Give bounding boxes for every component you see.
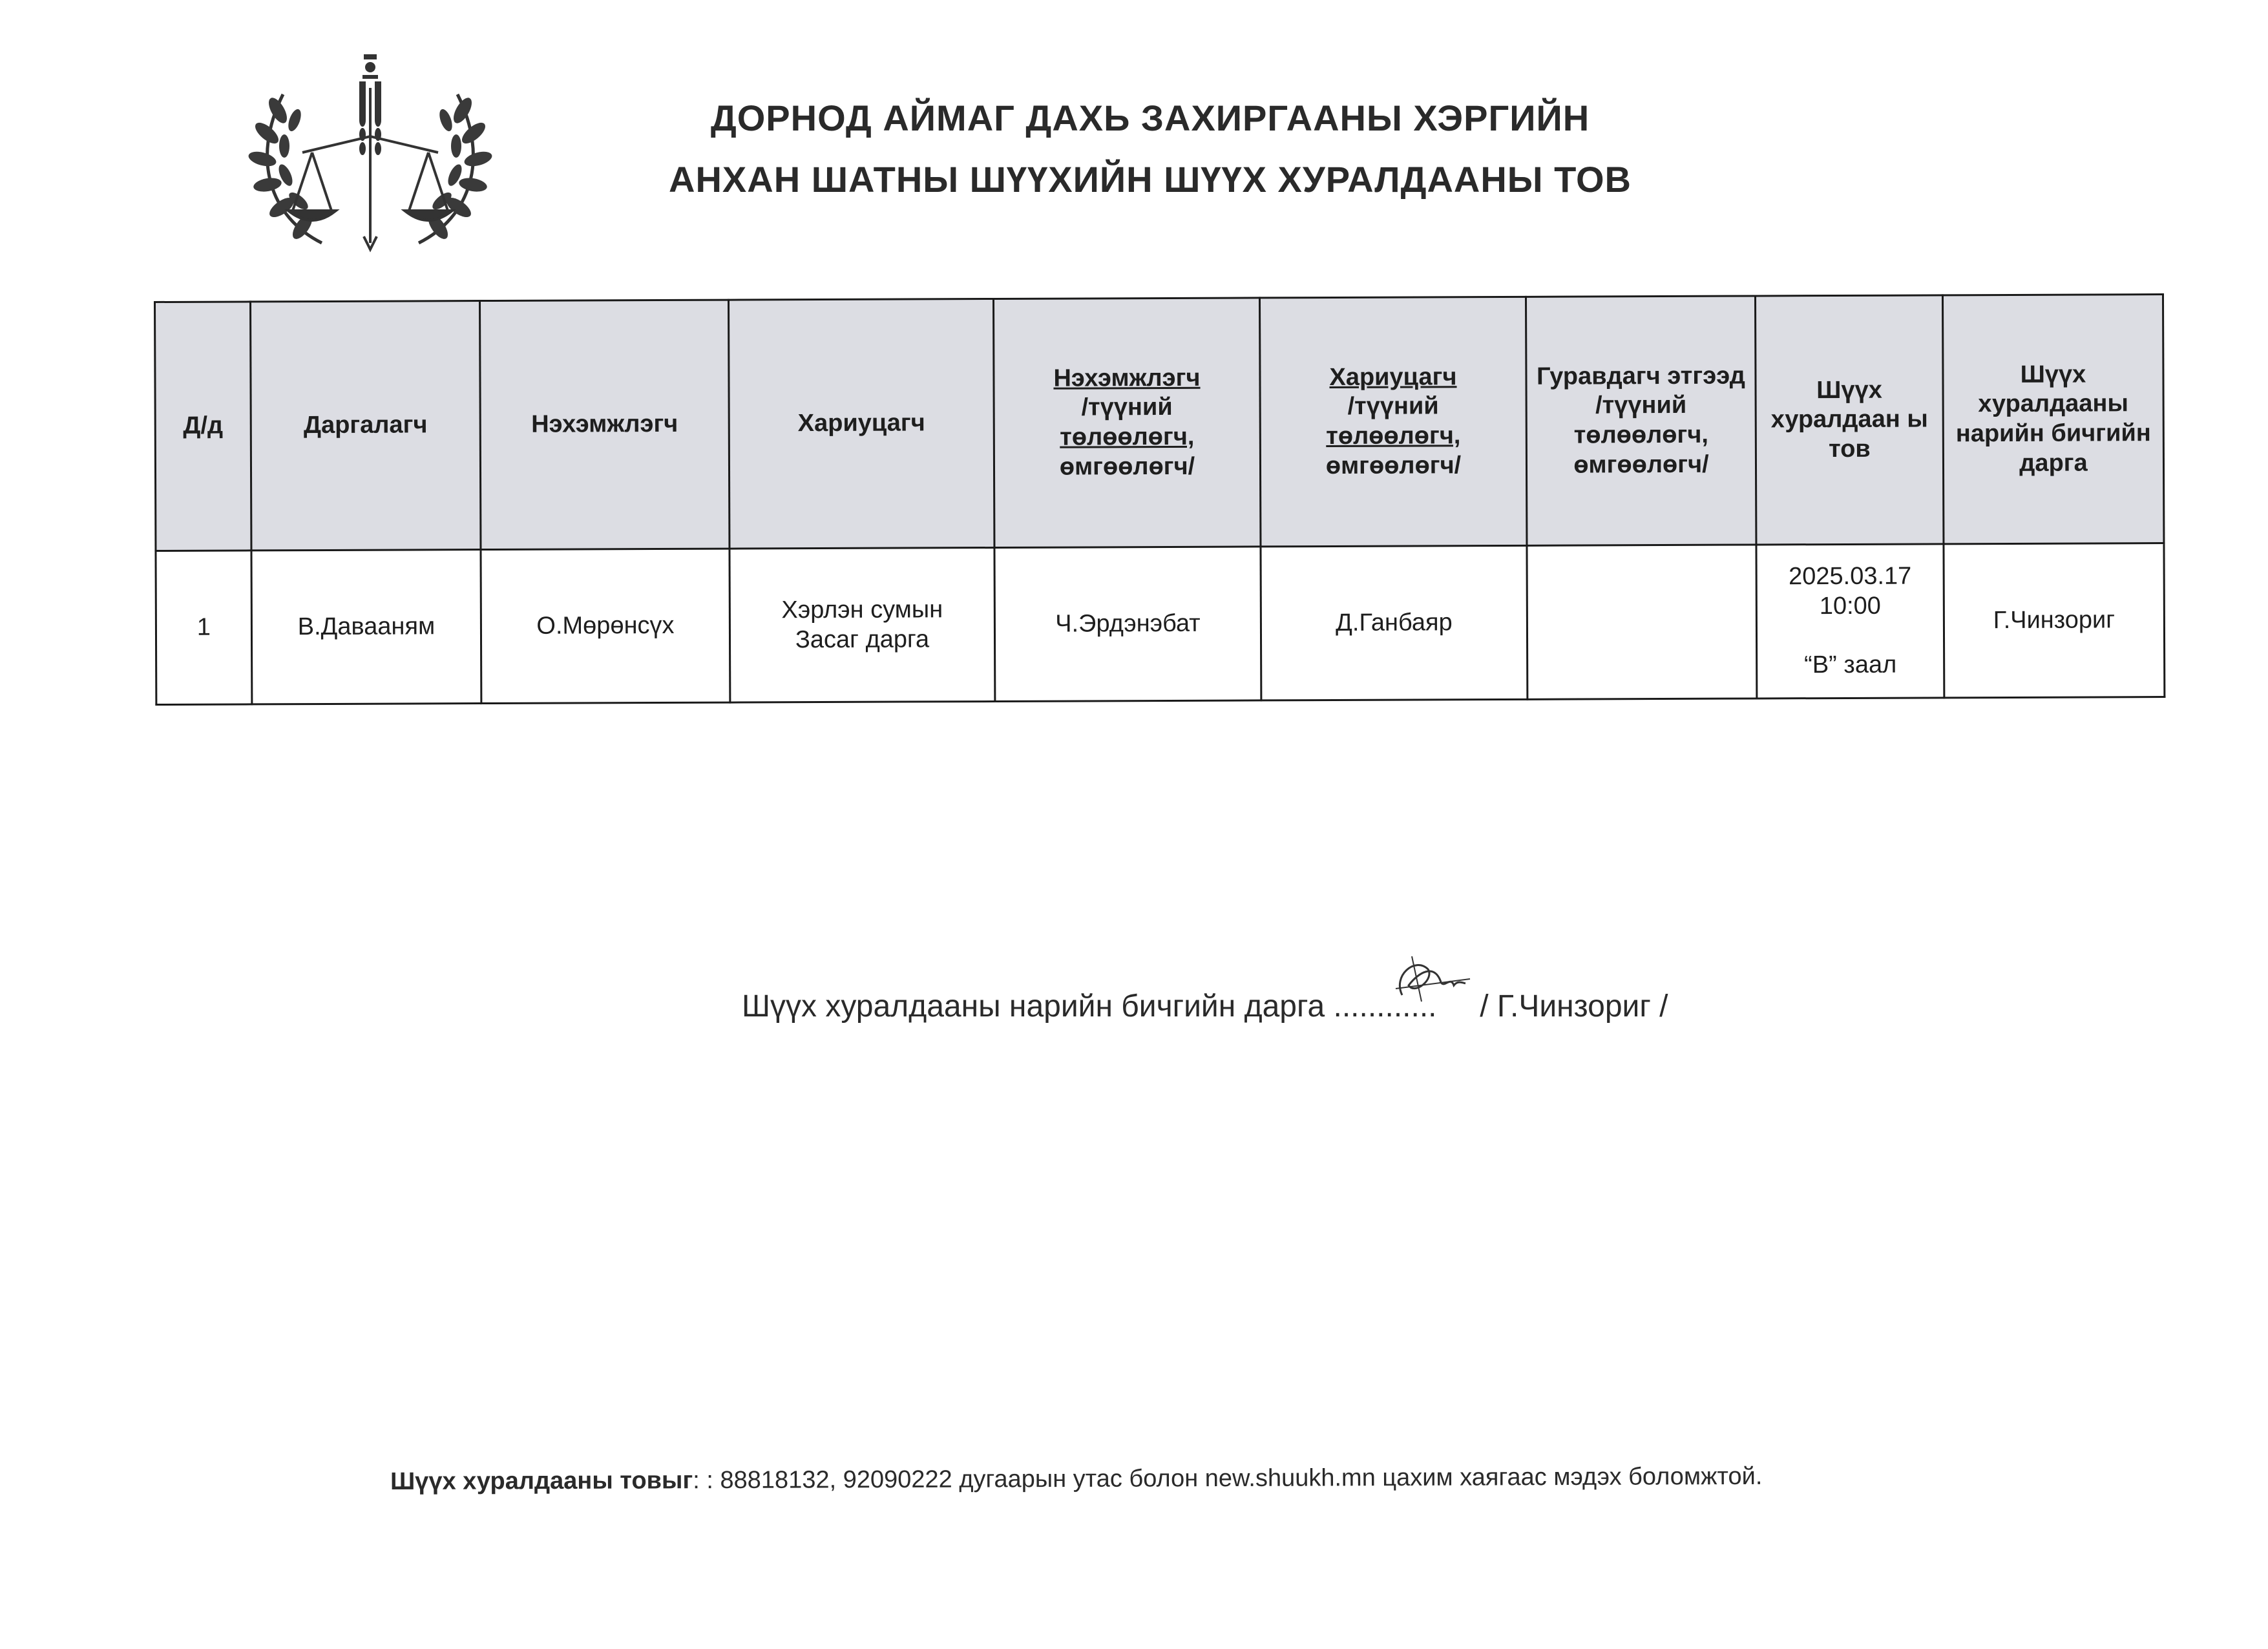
header-plaintiff-rep-line3: төлөөлөгч, bbox=[1060, 423, 1195, 451]
court-emblem-logo bbox=[244, 49, 496, 262]
header-plaintiff-representative bbox=[993, 298, 1260, 548]
header-defendant-rep-line3: төлөөлөгч, bbox=[1326, 422, 1461, 450]
contact-label: Шүүх хуралдааны товыг bbox=[390, 1467, 693, 1495]
hearing-schedule-table bbox=[154, 293, 2165, 706]
contact-info bbox=[390, 1463, 1762, 1496]
signature-dots: ............ bbox=[1333, 989, 1437, 1024]
header-defendant-rep-line1: Хариуцагч bbox=[1329, 363, 1457, 391]
table-header-row bbox=[155, 295, 2164, 551]
cell-plaintiff-representative: Ч.Эрдэнэбат bbox=[994, 547, 1261, 702]
contact-text: : : 88818132, 92090222 дугаарын утас болон new.shuukh.mn цахим хаягаас мэдэх боломжтой. bbox=[693, 1462, 1763, 1495]
header-defendant-rep-line4: өмгөөлөгч/ bbox=[1325, 451, 1462, 479]
header-plaintiff: Нэхэмжлэгч bbox=[480, 300, 730, 549]
header-schedule: Шүүх хуралдаан ы тов bbox=[1755, 295, 1943, 545]
cell-schedule-room: “В” заал bbox=[1804, 651, 1897, 679]
cell-secretary: Г.Чинзориг bbox=[1944, 543, 2165, 698]
header-defendant: Хариуцагч bbox=[728, 299, 994, 549]
cell-schedule-date: 2025.03.17 bbox=[1788, 562, 1912, 591]
document-title-line1: ДОРНОД АЙМАГ ДАХЬ ЗАХИРГААНЫ ХЭРГИЙН bbox=[710, 98, 1590, 138]
header-judge: Даргалагч bbox=[251, 301, 481, 551]
header-defendant-rep-line2: /түүний bbox=[1347, 392, 1439, 421]
header-defendant-representative bbox=[1259, 297, 1526, 547]
header-plaintiff-rep-line4: өмгөөлөгч/ bbox=[1059, 452, 1195, 481]
header-secretary: Шүүх хуралдааны нарийн бичгийн дарга bbox=[1942, 295, 2163, 544]
cell-schedule-time: 10:00 bbox=[1819, 592, 1881, 620]
document-title-line2: АНХАН ШАТНЫ ШҮҮХИЙН ШҮҮХ ХУРАЛДААНЫ ТОВ bbox=[669, 159, 1632, 200]
cell-no: 1 bbox=[156, 551, 252, 705]
cell-third-party bbox=[1527, 545, 1757, 699]
cell-plaintiff: О.Мөрөнсүх bbox=[481, 549, 730, 703]
table-row bbox=[156, 543, 2165, 705]
signature-label: Шүүх хуралдааны нарийн бичгийн дарга bbox=[742, 989, 1325, 1024]
signature-name: / Г.Чинзориг / bbox=[1480, 989, 1668, 1024]
signature-line bbox=[742, 989, 1668, 1024]
header-plaintiff-rep-line1: Нэхэмжлэгч bbox=[1053, 364, 1201, 392]
cell-defendant-line2: Засаг дарга bbox=[795, 625, 930, 653]
cell-schedule-spacer bbox=[1764, 621, 1937, 651]
header-no: Д/д bbox=[155, 302, 251, 551]
cell-defendant-representative: Д.Ганбаяр bbox=[1261, 545, 1528, 700]
header-third-party: Гуравдагч этгээд /түүний төлөөлөгч, өмгөөлөгч/ bbox=[1526, 296, 1756, 545]
cell-defendant bbox=[730, 548, 995, 703]
handwritten-signature bbox=[1389, 950, 1473, 1008]
header-plaintiff-rep-line2: /түүний bbox=[1081, 394, 1173, 421]
cell-defendant-line1: Хэрлэн сумын bbox=[781, 596, 943, 624]
cell-schedule bbox=[1756, 544, 1944, 698]
cell-judge: В.Давааням bbox=[251, 550, 481, 704]
